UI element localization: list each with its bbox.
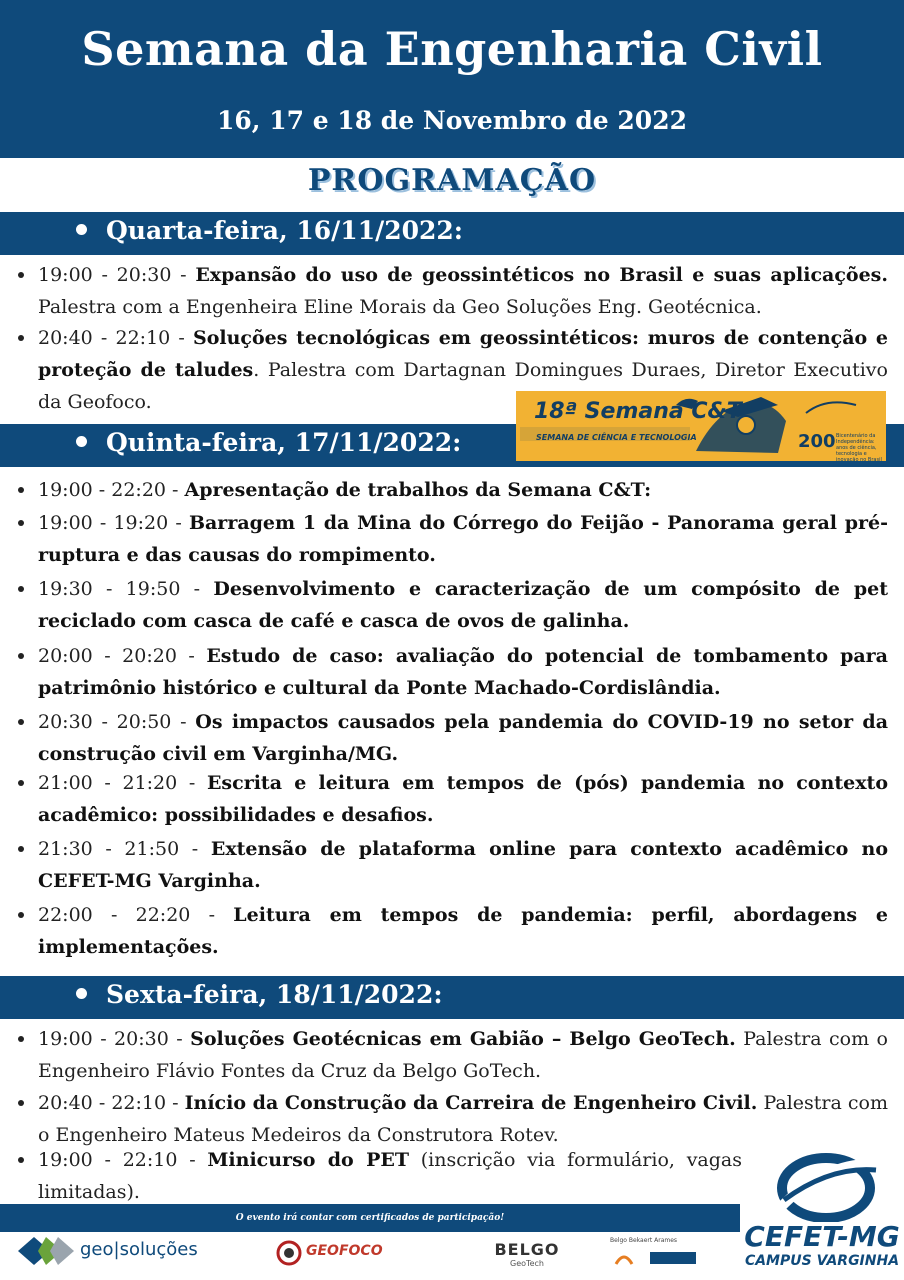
schedule-item: 20:30 - 20:50 - Os impactos causados pela pandemia do COVID-19 no setor da construção civil em Varginha/MG. bbox=[38, 706, 888, 770]
schedule-item: 22:00 - 22:20 - Leitura em tempos de pandemia: perfil, abordagens e implementações. bbox=[38, 899, 888, 963]
bullet-icon bbox=[76, 224, 87, 235]
bullet-icon bbox=[76, 988, 87, 999]
bullet-icon bbox=[76, 436, 87, 447]
belgo-geotech-logo: BELGO GeoTech bbox=[494, 1240, 560, 1268]
badge-edition: 18ª Semana C&T bbox=[534, 399, 742, 424]
geofoco-emblem-icon bbox=[276, 1240, 302, 1266]
geo-diamond-icon bbox=[16, 1235, 76, 1267]
schedule-item: 21:30 - 21:50 - Extensão de plataforma online para contexto acadêmico no CEFET-MG Varginha. bbox=[38, 833, 888, 897]
header-banner bbox=[0, 0, 904, 158]
certificate-note: O evento irá contar com certificados de participação! bbox=[0, 1204, 740, 1232]
semana-ct-badge bbox=[516, 391, 886, 461]
schedule-item: 20:40 - 22:10 - Soluções tecnológicas em geossintéticos: muros de contenção e proteção de taludes. Palestra com Dartagnan Domingues Duraes, Diretor Executivo da Geofoco. bbox=[38, 322, 888, 418]
geofoco-logo: GEOFOCO bbox=[276, 1238, 406, 1268]
cefet-mg-logo bbox=[740, 1150, 904, 1275]
schedule-item: 19:00 - 19:20 - Barragem 1 da Mina do Córrego do Feijão - Panorama geral pré-ruptura e das causas do rompimento. bbox=[38, 507, 888, 571]
schedule-item: 20:00 - 20:20 - Estudo de caso: avaliação do potencial de tombamento para patrimônio histórico e cultural da Ponte Machado-Cordislândia. bbox=[38, 640, 888, 704]
day-label: Quarta-feira, 16/11/2022: bbox=[106, 216, 464, 245]
badge-subtitle: SEMANA DE CIÊNCIA E TECNOLOGIA bbox=[536, 433, 697, 442]
schedule-item: 19:00 - 22:20 - Apresentação de trabalhos da Semana C&T: bbox=[38, 474, 888, 506]
day-band-wednesday bbox=[0, 212, 904, 255]
belgo-bekaert-logo: Belgo Bekaert Arames bbox=[610, 1237, 710, 1271]
schedule-item: 19:00 - 20:30 - Soluções Geotécnicas em Gabião – Belgo GeoTech. Palestra com o Engenheiro Flávio Fontes da Cruz da Belgo GoTech. bbox=[38, 1023, 888, 1087]
day-band-friday bbox=[0, 976, 904, 1019]
section-title: PROGRAMAÇÃO bbox=[307, 163, 597, 198]
geo-solucoes-logo: geo|soluções bbox=[16, 1233, 206, 1269]
day-label: Quinta-feira, 17/11/2022: bbox=[106, 428, 462, 457]
day-label: Sexta-feira, 18/11/2022: bbox=[106, 980, 443, 1009]
cefet-swoosh-icon bbox=[740, 1150, 904, 1222]
institution-name: CEFET-MG bbox=[744, 1220, 900, 1253]
bekaert-mark-icon bbox=[610, 1248, 700, 1268]
event-dates: 16, 17 e 18 de Novembro de 2022 bbox=[217, 106, 687, 135]
badge-number: 200 bbox=[798, 431, 836, 452]
schedule-item: 21:00 - 21:20 - Escrita e leitura em tempos de (pós) pandemia no contexto acadêmico: possibilidades e desafios. bbox=[38, 767, 888, 831]
schedule-item: 19:30 - 19:50 - Desenvolvimento e caracterização de um compósito de pet reciclado com casca de café e casca de ovos de galinha. bbox=[38, 573, 888, 637]
event-title: Semana da Engenharia Civil bbox=[81, 22, 823, 76]
schedule-item: 19:00 - 22:10 - Minicurso do PET (inscrição via formulário, vagas limitadas). bbox=[38, 1144, 742, 1208]
schedule-item: 20:40 - 22:10 - Início da Construção da Carreira de Engenheiro Civil. Palestra com o Engenheiro Mateus Medeiros da Construtora Rotev. bbox=[38, 1087, 888, 1151]
campus-name: CAMPUS VARGINHA bbox=[744, 1253, 900, 1269]
badge-note: Bicentenário da Independência: anos de ciência, tecnologia e inovação no Brasil bbox=[836, 433, 882, 461]
schedule-item: 19:00 - 20:30 - Expansão do uso de geossintéticos no Brasil e suas aplicações. Palestra com a Engenheira Eline Morais da Geo Soluções Eng. Geotécnica. bbox=[38, 259, 888, 323]
